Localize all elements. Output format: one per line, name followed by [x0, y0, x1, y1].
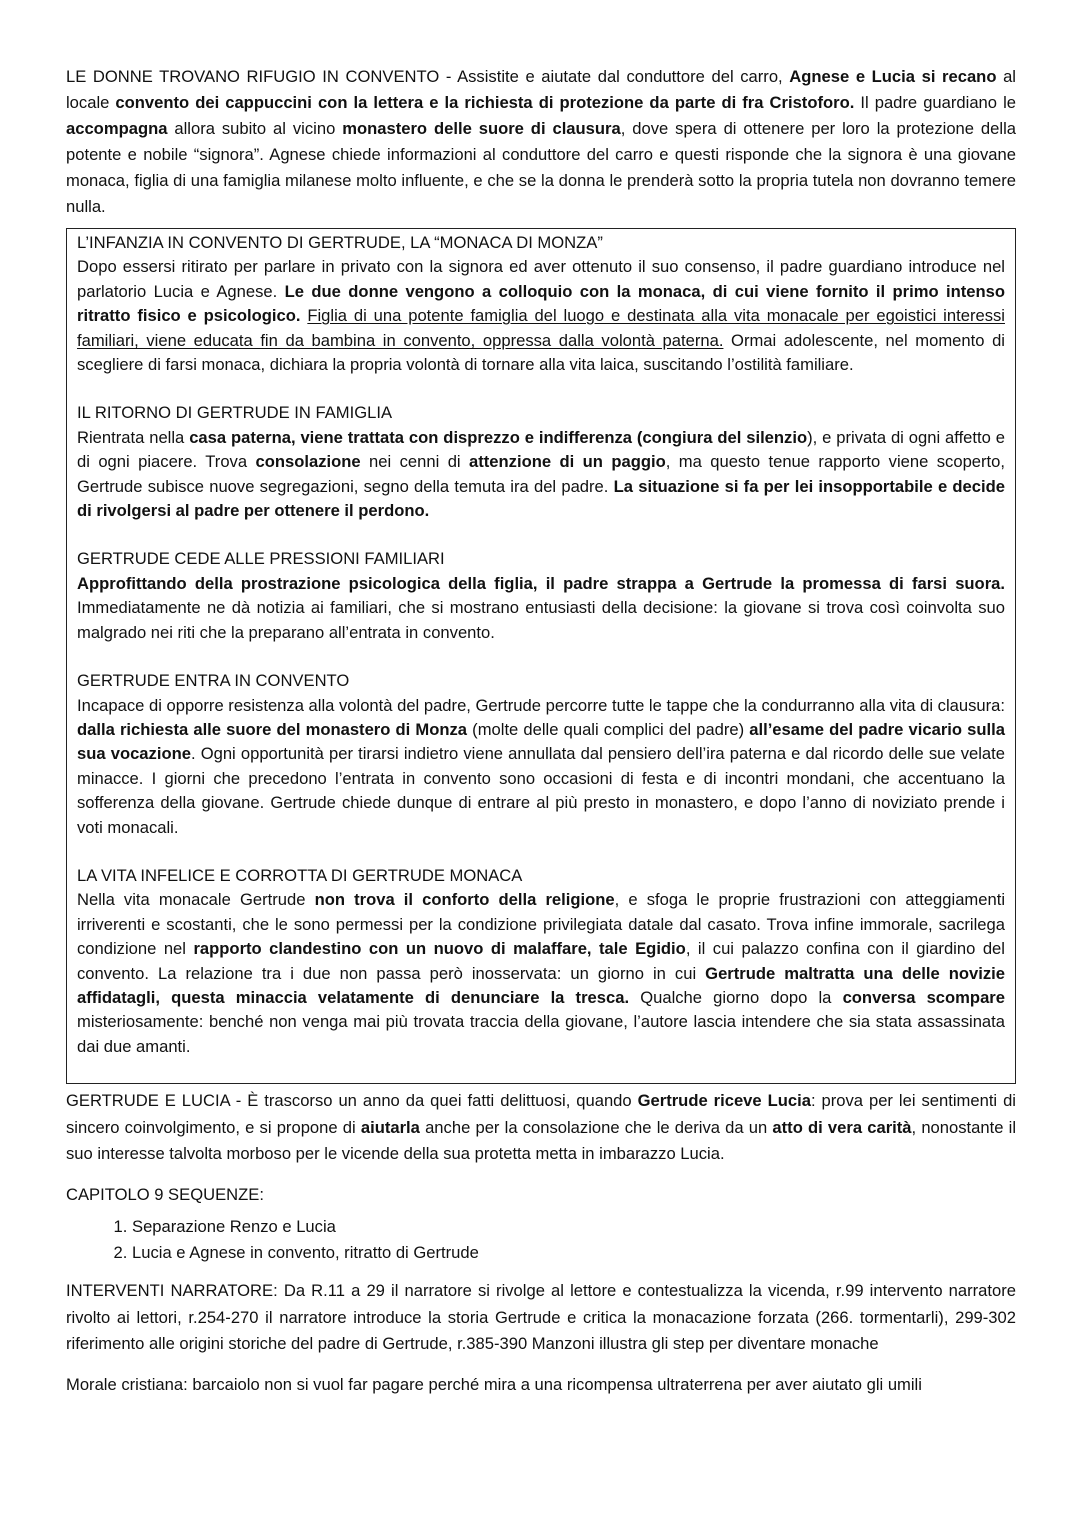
text-run: al locale — [66, 67, 1016, 112]
section-heading: GERTRUDE CEDE ALLE PRESSIONI FAMILIARI — [77, 549, 445, 569]
bold-run: aiutarla — [360, 1117, 420, 1137]
underlined-run: Figlia di una potente famiglia del luogo e destinata alla vita monacale per egoistici interessi familiari, viene educata fin da bambina in convento, oppressa dalla volontà paterna. — [77, 306, 1005, 350]
section-body — [77, 572, 1005, 645]
bold-run: dalla richiesta alle suore del monastero di Monza — [77, 719, 468, 739]
text-run: Dopo essersi ritirato per parlare in privato con la signora ed aver ottenuto il suo consenso, il padre guardiano introduce nel parlatorio Lucia e Agnese. — [77, 257, 1005, 301]
bold-run: accompagna — [66, 119, 168, 138]
text-run: anche per la consolazione che le deriva da un — [419, 1117, 773, 1137]
text-run: Qualche giorno dopo la — [629, 987, 843, 1007]
section-heading: GERTRUDE ENTRA IN CONVENTO — [77, 671, 350, 691]
text-run: LE DONNE TROVANO RIFUGIO IN CONVENTO - Assistite e aiutate dal conduttore del carro, — [66, 67, 790, 86]
text-run: , dove spera di ottenere per loro la protezione della potente e nobile “signora”. Agnese chiede informazioni al conduttore del carro e questi risponde che la signora è una giovane monaca, figlia di una famiglia milanese molto influente, e che se la donna le prenderà sotto la propria tutela non dovranno temere nulla. — [66, 119, 1016, 216]
text-run: ), e privata di ogni affetto e di ogni piacere. Trova — [77, 427, 1005, 472]
text-run: . Ogni opportunità per tirarsi indietro viene annullata dal pensiero dell’ira paterna e dal ricordo delle sue velate minacce. I giorni che precedono l’entrata in convento sono occasioni di festa e di incontri mondani, che accentuano la sofferenza della giovane. Gertrude chiede dunque di entrare al più presto in monastero, e dopo l’anno di noviziato prende i voti monacali. — [77, 744, 1005, 837]
bold-run: casa paterna, viene trattata con disprezzo e indifferenza (congiura del silenzio — [189, 427, 808, 447]
document-page — [66, 64, 1016, 1398]
bold-run: convento dei cappuccini con la lettera e la richiesta di protezione da parte di fra Cristoforo. — [115, 93, 855, 112]
bold-run: monastero delle suore di clausura — [342, 119, 621, 138]
section-body — [77, 426, 1005, 524]
section-body — [77, 255, 1005, 377]
bold-run: Le due donne vengono a colloquio con la monaca, di cui viene fornito il primo intenso ritratto fisico e psicologico. — [77, 281, 1005, 326]
text-run: , e sfoga le proprie frustrazioni con atteggiamenti irriverenti e scostanti, che le sono permessi per la condizione privilegiata datale dal casato. Trova infine immorale, sacrilega condizione nel — [77, 890, 1006, 959]
intro-paragraph — [66, 64, 1016, 220]
text-run: Incapace di opporre resistenza alla volontà del padre, Gertrude percorre tutte le tappe che la condurranno alla vita di clausura: — [77, 695, 1005, 715]
after-box-content — [66, 1088, 1016, 1398]
bold-run: Gertrude riceve Lucia — [637, 1091, 811, 1111]
text-run: nei cenni di — [360, 452, 470, 472]
bold-run: rapporto clandestino con un nuovo di malaffare, tale Egidio — [193, 939, 686, 959]
gertrude-lucia-paragraph — [66, 1088, 1016, 1168]
text-run: , nonostante il suo interesse talvolta morboso per le vicende della sua protetta metta in imbarazzo Lucia. — [66, 1117, 1016, 1164]
text-run: Nella vita monacale Gertrude — [77, 890, 315, 910]
text-run: Ormai adolescente, nel momento di scegliere di farsi monaca, dichiara la propria volontà di tornare alla vita laica, suscitando l’ostilità familiare. — [77, 330, 1005, 375]
text-run: , ma questo tenue rapporto viene scoperto, Gertrude subisce nuove segregazioni, segno della temuta ira del padre. — [77, 452, 1005, 496]
text-run: Rientrata nella — [77, 427, 190, 447]
section-heading: LA VITA INFELICE E CORROTTA DI GERTRUDE MONACA — [77, 865, 523, 885]
text-run: misteriosamente: benché non venga mai più trovata traccia della giovane, l’autore lascia intendere che sia stata assassinata dai due amanti. — [77, 1012, 1005, 1056]
bold-run: non trova il conforto della religione — [314, 890, 615, 910]
text-run: allora subito al vicino — [167, 119, 343, 138]
gertrude-summary-box — [66, 228, 1016, 1084]
list-item: 2. Lucia e Agnese in convento, ritratto di Gertrude — [132, 1240, 1016, 1266]
bold-run: attenzione di un paggio — [469, 452, 666, 472]
bold-run: Approfittando della prostrazione psicologica della figlia, il padre strappa a Gertrude la promessa di farsi suora. — [77, 573, 1005, 593]
bold-run: Agnese e Lucia si recano — [789, 67, 997, 86]
box-section-vita-infelice — [77, 864, 1005, 1059]
box-section-pressioni — [77, 547, 1005, 645]
bold-run: Gertrude maltratta una delle novizie affidatagli, questa minaccia velatamente di denunciare la tresca. — [77, 963, 1005, 1007]
text-run: : prova per lei sentimenti di sincero coinvolgimento, e si propone di — [66, 1091, 1016, 1137]
morale-paragraph: Morale cristiana: barcaiolo non si vuol far pagare perché mira a una ricompensa ultraterrena per aver aiutato gli umili — [66, 1374, 922, 1394]
text-run: , il cui palazzo confina con il giardino del convento. La relazione tra i due non passa però inosservata: un giorno in cui — [77, 939, 1005, 983]
list-item: 1. Separazione Renzo e Lucia — [132, 1214, 1016, 1240]
box-section-infanzia — [77, 231, 1005, 377]
bold-run: La situazione si fa per lei insopportabile e decide di rivolgersi al padre per ottenere il perdono. — [77, 476, 1005, 521]
section-heading: IL RITORNO DI GERTRUDE IN FAMIGLIA — [77, 403, 393, 423]
bold-run: all’esame del padre vicario sulla sua vocazione — [77, 719, 1005, 764]
bold-run: consolazione — [255, 452, 361, 472]
text-run: (molte delle quali complici del padre) — [467, 719, 750, 739]
bold-run: atto di vera carità — [772, 1117, 912, 1137]
interventi-narratore-paragraph: INTERVENTI NARRATORE: Da R.11 a 29 il narratore si rivolge al lettore e contestualizza la vicenda, r.99 intervento narratore rivolto ai lettori, r.254-270 il narratore introduce la storia Gertrude e critica la monacazione forzata (266. tormentarli), 299-302 riferimento alle origini storiche del padre di Gertrude, r.385-390 Manzoni illustra gli step per diventare monache — [66, 1281, 1016, 1354]
section-body — [77, 888, 1005, 1059]
text-run: GERTRUDE E LUCIA - È trascorso un anno da quei fatti delittuosi, quando — [66, 1091, 638, 1111]
section-body — [77, 694, 1005, 840]
text-run: Immediatamente ne dà notizia ai familiari, che si mostrano entusiasti della decisione: la giovane si trova così coinvolta suo malgrado nei riti che la preparano all’entrata in convento. — [77, 598, 1005, 642]
sequenze-title: CAPITOLO 9 SEQUENZE: — [66, 1184, 264, 1204]
section-heading: L’INFANZIA IN CONVENTO DI GERTRUDE, LA “MONACA DI MONZA” — [77, 233, 603, 252]
box-section-entra-convento — [77, 669, 1005, 840]
sequenze-list — [66, 1214, 1016, 1266]
box-section-ritorno — [77, 401, 1005, 523]
text-run: Il padre guardiano le — [854, 93, 1016, 112]
bold-run: conversa scompare — [842, 987, 1005, 1007]
